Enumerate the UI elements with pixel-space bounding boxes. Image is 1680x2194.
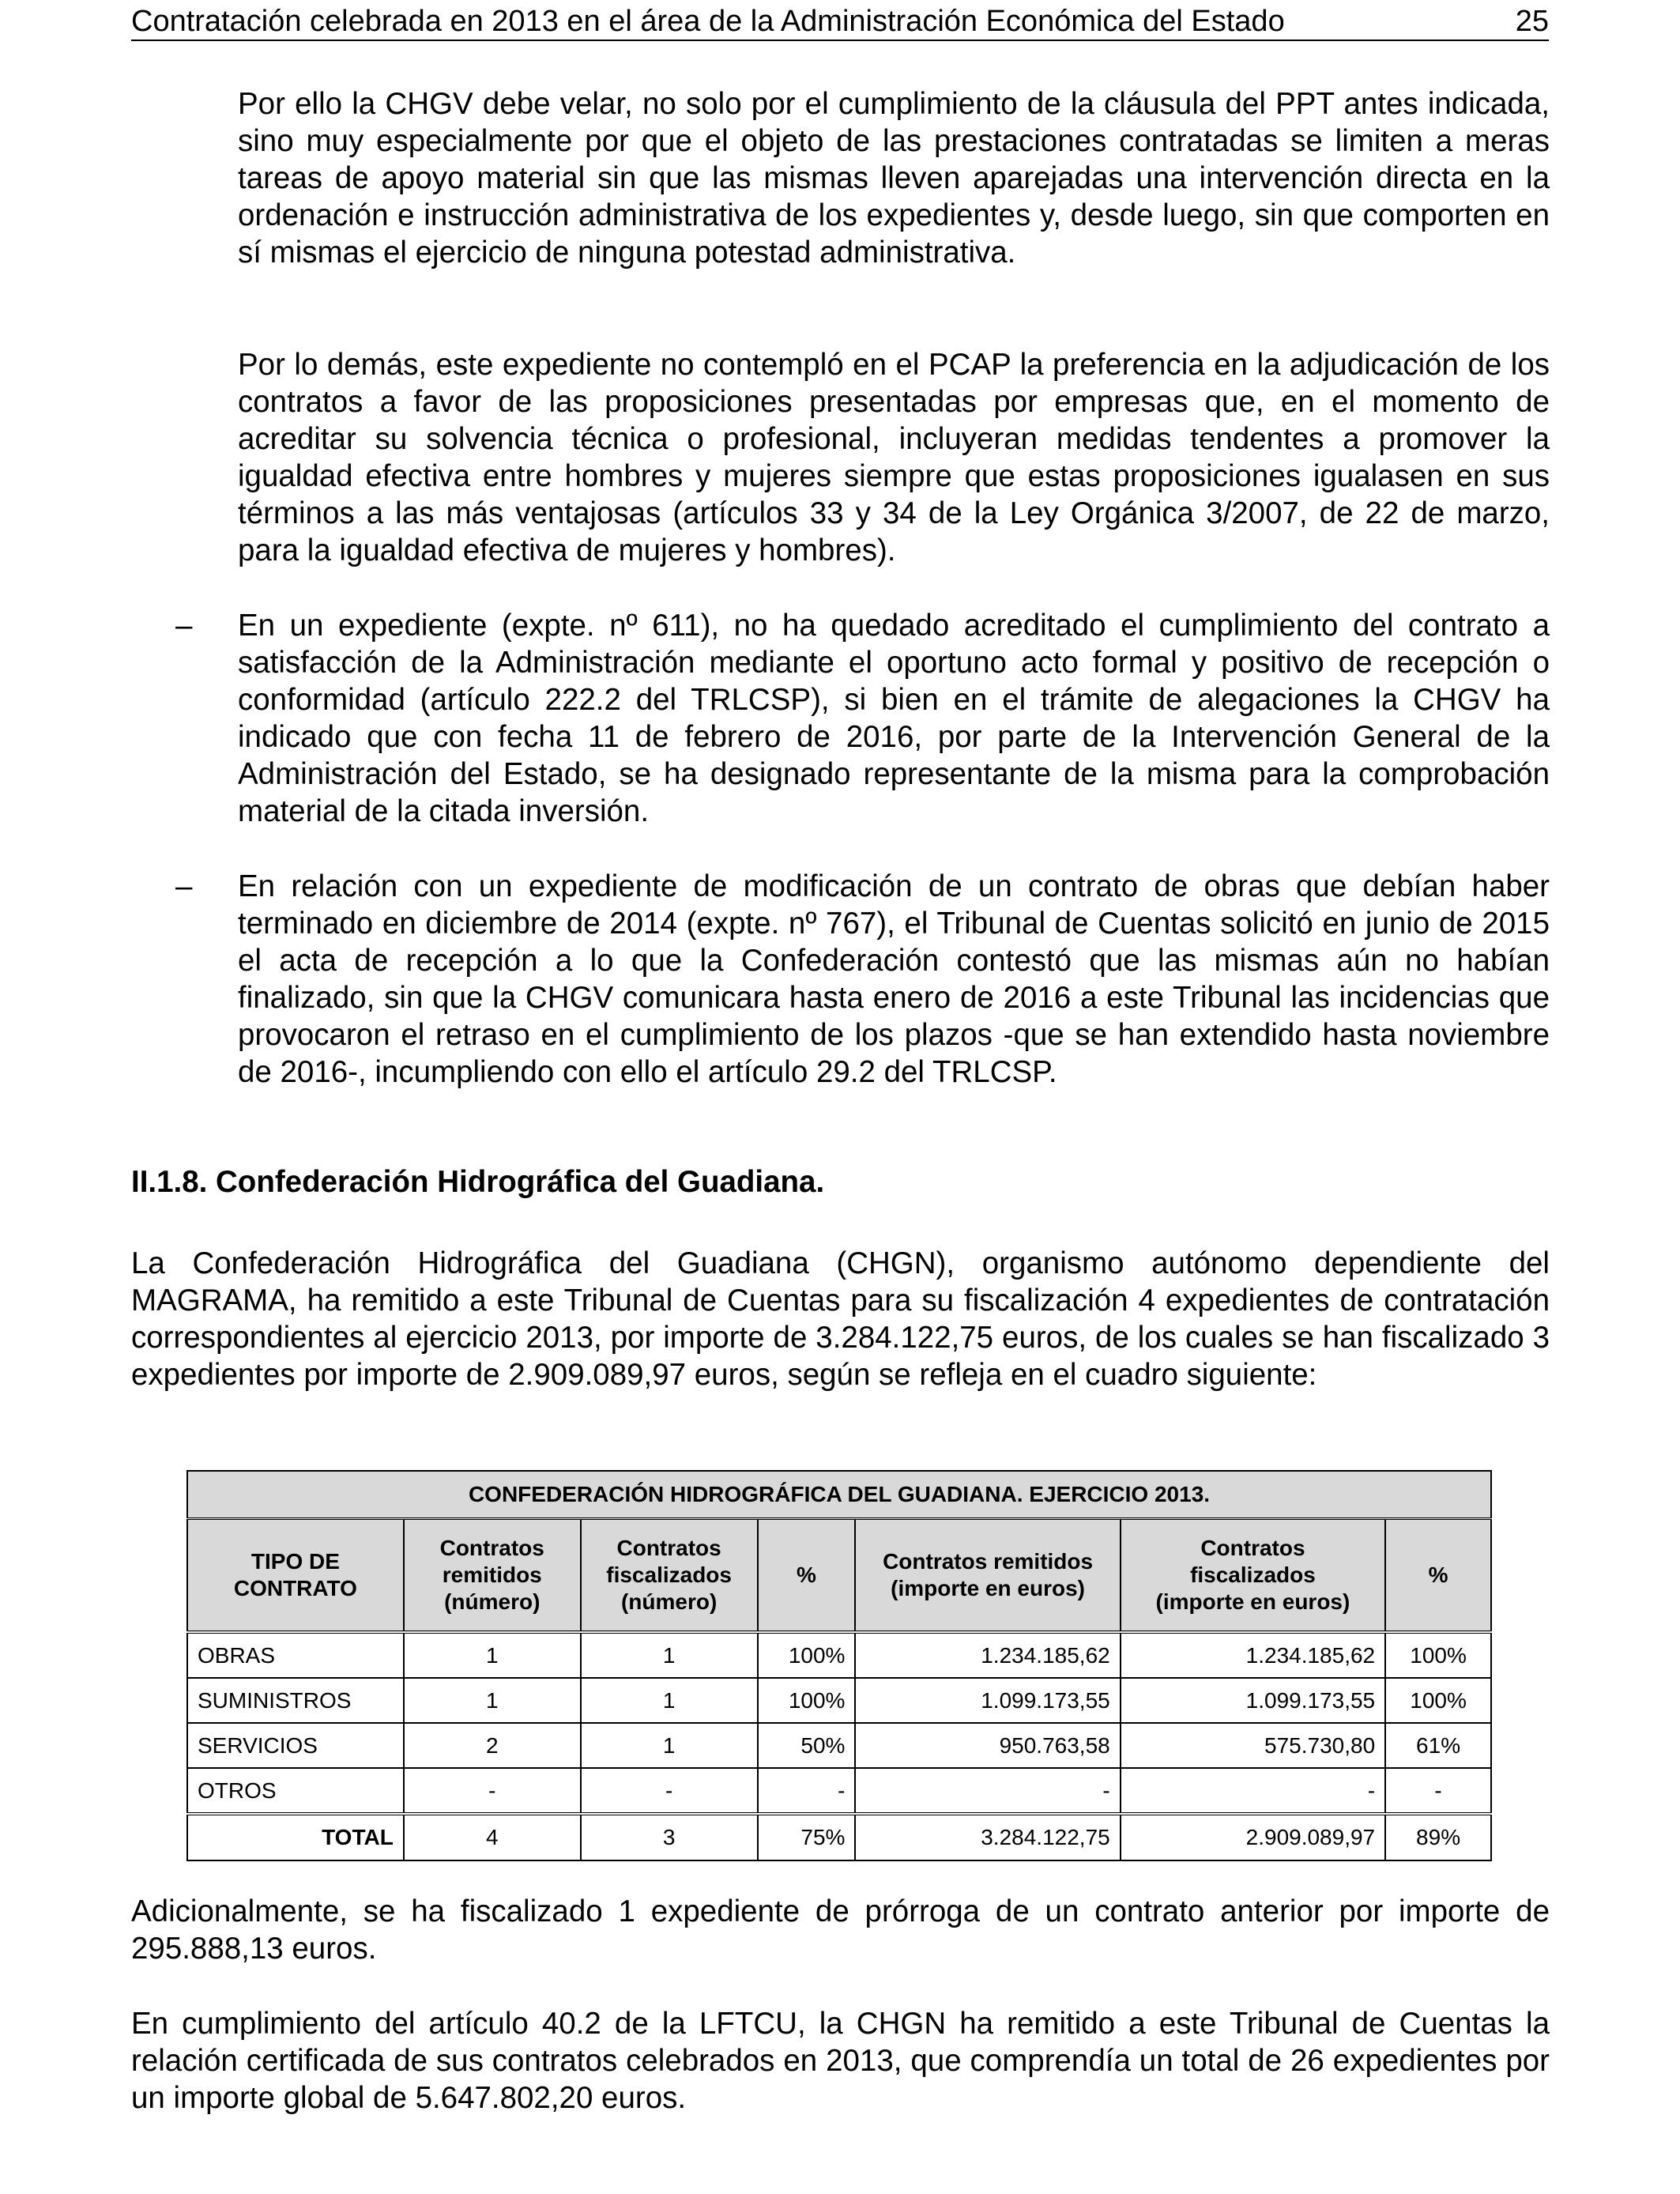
cell-total-label: TOTAL bbox=[187, 1814, 404, 1860]
cell-pct-numero: 100% bbox=[758, 1678, 856, 1723]
bullet-dash-1: – bbox=[175, 609, 193, 643]
cell-fiscalizados-importe: - bbox=[1121, 1768, 1385, 1814]
cell-total-remitidos-importe: 3.284.122,75 bbox=[855, 1814, 1120, 1860]
cell-fiscalizados-importe: 1.234.185,62 bbox=[1121, 1632, 1385, 1678]
bullet-expte-767: En relación con un expediente de modificación de un contrato de obras que debían haber terminado en diciembre de 2014 (expte. nº 767), el Tribunal de Cuentas solicitó en junio de 2015 el acta de recepción a lo que la Confederación contestó que las mismas aún no habían finalizado, sin que la CHGV comunicara hasta enero de 2016 a este Tribunal las incidencias que provocaron el retraso en el cumplimiento de los plazos -que se han extendido hasta noviembre de 2016-, incumpliendo con ello el artículo 29.2 del TRLCSP. bbox=[238, 869, 1550, 1089]
bullet-expte-611: En un expediente (expte. nº 611), no ha quedado acreditado el cumplimiento del contrato a satisfacción de la Administración mediante el oportuno acto formal y positivo de recepción o conformidad (artículo 222.2 del TRLCSP), si bien en el trámite de alegaciones la CHGV ha indicado que con fecha 11 de febrero de 2016, por parte de la Intervención General de la Administración del Estado, se ha designado representante de la misma para la comprobación material de la citada inversión. bbox=[238, 609, 1550, 828]
header-pct-numero: % bbox=[758, 1519, 856, 1633]
table-row bbox=[187, 1723, 1491, 1768]
cell-pct-importe: 100% bbox=[1385, 1632, 1491, 1678]
cell-remitidos-importe: 950.763,58 bbox=[855, 1723, 1120, 1768]
table-caption-row bbox=[187, 1471, 1491, 1519]
cell-total-pct-numero: 75% bbox=[758, 1814, 856, 1860]
cell-remitidos-importe: - bbox=[855, 1768, 1120, 1814]
header-fiscalizados-importe: Contratos fiscalizados (importe en euros) bbox=[1121, 1519, 1385, 1633]
cell-fiscalizados-importe: 575.730,80 bbox=[1121, 1723, 1385, 1768]
cell-total-fiscalizados-numero: 3 bbox=[581, 1814, 758, 1860]
cell-total-pct-importe: 89% bbox=[1385, 1814, 1491, 1860]
cell-pct-numero: 50% bbox=[758, 1723, 856, 1768]
page-header bbox=[131, 3, 1549, 41]
cell-remitidos-importe: 1.099.173,55 bbox=[855, 1678, 1120, 1723]
cell-fiscalizados-numero: 1 bbox=[581, 1723, 758, 1768]
cell-fiscalizados-numero: 1 bbox=[581, 1678, 758, 1723]
header-title: Contratación celebrada en 2013 en el área de la Administración Económica del Estado bbox=[131, 5, 1285, 38]
cell-total-fiscalizados-importe: 2.909.089,97 bbox=[1121, 1814, 1385, 1860]
table-header-row bbox=[187, 1519, 1491, 1633]
paragraph-chgv-velar: Por ello la CHGV debe velar, no solo por el cumplimiento de la cláusula del PPT antes indicada, sino muy especialmente por que el objeto de las prestaciones contratadas se limiten a meras tareas de apoyo material sin que las mismas lleven aparejadas una intervención directa en la ordenación e instrucción administrativa de los expedientes y, desde luego, sin que comporten en sí mismas el ejercicio de ninguna potestad administrativa. bbox=[238, 87, 1550, 270]
cell-tipo: OBRAS bbox=[187, 1632, 404, 1678]
page-number: 25 bbox=[1515, 5, 1549, 38]
table-total-row bbox=[187, 1814, 1491, 1860]
table-caption: CONFEDERACIÓN HIDROGRÁFICA DEL GUADIANA. EJERCICIO 2013. bbox=[187, 1471, 1491, 1519]
cell-fiscalizados-importe: 1.099.173,55 bbox=[1121, 1678, 1385, 1723]
header-fiscalizados-numero: Contratos fiscalizados (número) bbox=[581, 1519, 758, 1633]
cell-fiscalizados-numero: 1 bbox=[581, 1632, 758, 1678]
table-row bbox=[187, 1632, 1491, 1678]
paragraph-pcap-igualdad: Por lo demás, este expediente no contempló en el PCAP la preferencia en la adjudicación de los contratos a favor de las proposiciones presentadas por empresas que, en el momento de acreditar su solvencia técnica o profesional, incluyeran medidas tendentes a promover la igualdad efectiva entre hombres y mujeres siempre que estas proposiciones igualasen en sus términos a las más ventajosas (artículos 33 y 34 de la Ley Orgánica 3/2007, de 22 de marzo, para la igualdad efectiva de mujeres y hombres). bbox=[238, 348, 1550, 567]
cell-total-remitidos-numero: 4 bbox=[404, 1814, 581, 1860]
cell-remitidos-numero: 2 bbox=[404, 1723, 581, 1768]
contracts-table bbox=[186, 1470, 1492, 1861]
header-remitidos-numero: Contratos remitidos (número) bbox=[404, 1519, 581, 1633]
header-tipo-contrato: TIPO DE CONTRATO bbox=[187, 1519, 404, 1633]
cell-pct-numero: - bbox=[758, 1768, 856, 1814]
bullet-dash-2: – bbox=[175, 869, 193, 903]
paragraph-chgn-intro: La Confederación Hidrográfica del Guadiana (CHGN), organismo autónomo dependiente del MAGRAMA, ha remitido a este Tribunal de Cuentas para su fiscalización 4 expedientes de contratación correspondientes al ejercicio 2013, por importe de 3.284.122,75 euros, de los cuales se han fiscalizado 3 expedientes por importe de 2.909.089,97 euros, según se refleja en el cuadro siguiente: bbox=[131, 1246, 1550, 1392]
cell-remitidos-numero: 1 bbox=[404, 1632, 581, 1678]
paragraph-prorroga: Adicionalmente, se ha fiscalizado 1 expediente de prórroga de un contrato anterior por importe de 295.888,13 euros. bbox=[131, 1894, 1550, 1966]
cell-pct-importe: - bbox=[1385, 1768, 1491, 1814]
cell-fiscalizados-numero: - bbox=[581, 1768, 758, 1814]
cell-tipo: SERVICIOS bbox=[187, 1723, 404, 1768]
table-row bbox=[187, 1768, 1491, 1814]
cell-pct-numero: 100% bbox=[758, 1632, 856, 1678]
table-row bbox=[187, 1678, 1491, 1723]
cell-tipo: OTROS bbox=[187, 1768, 404, 1814]
cell-tipo: SUMINISTROS bbox=[187, 1678, 404, 1723]
cell-remitidos-numero: 1 bbox=[404, 1678, 581, 1723]
cell-remitidos-numero: - bbox=[404, 1768, 581, 1814]
paragraph-lftcu: En cumplimiento del artículo 40.2 de la LFTCU, la CHGN ha remitido a este Tribunal de Cuentas la relación certificada de sus contratos celebrados en 2013, que comprendía un total de 26 expedientes por un importe global de 5.647.802,20 euros. bbox=[131, 2007, 1550, 2115]
header-remitidos-importe: Contratos remitidos (importe en euros) bbox=[855, 1519, 1120, 1633]
header-pct-importe: % bbox=[1385, 1519, 1491, 1633]
cell-pct-importe: 100% bbox=[1385, 1678, 1491, 1723]
cell-pct-importe: 61% bbox=[1385, 1723, 1491, 1768]
section-heading: II.1.8. Confederación Hidrográfica del Guadiana. bbox=[131, 1165, 825, 1199]
cell-remitidos-importe: 1.234.185,62 bbox=[855, 1632, 1120, 1678]
